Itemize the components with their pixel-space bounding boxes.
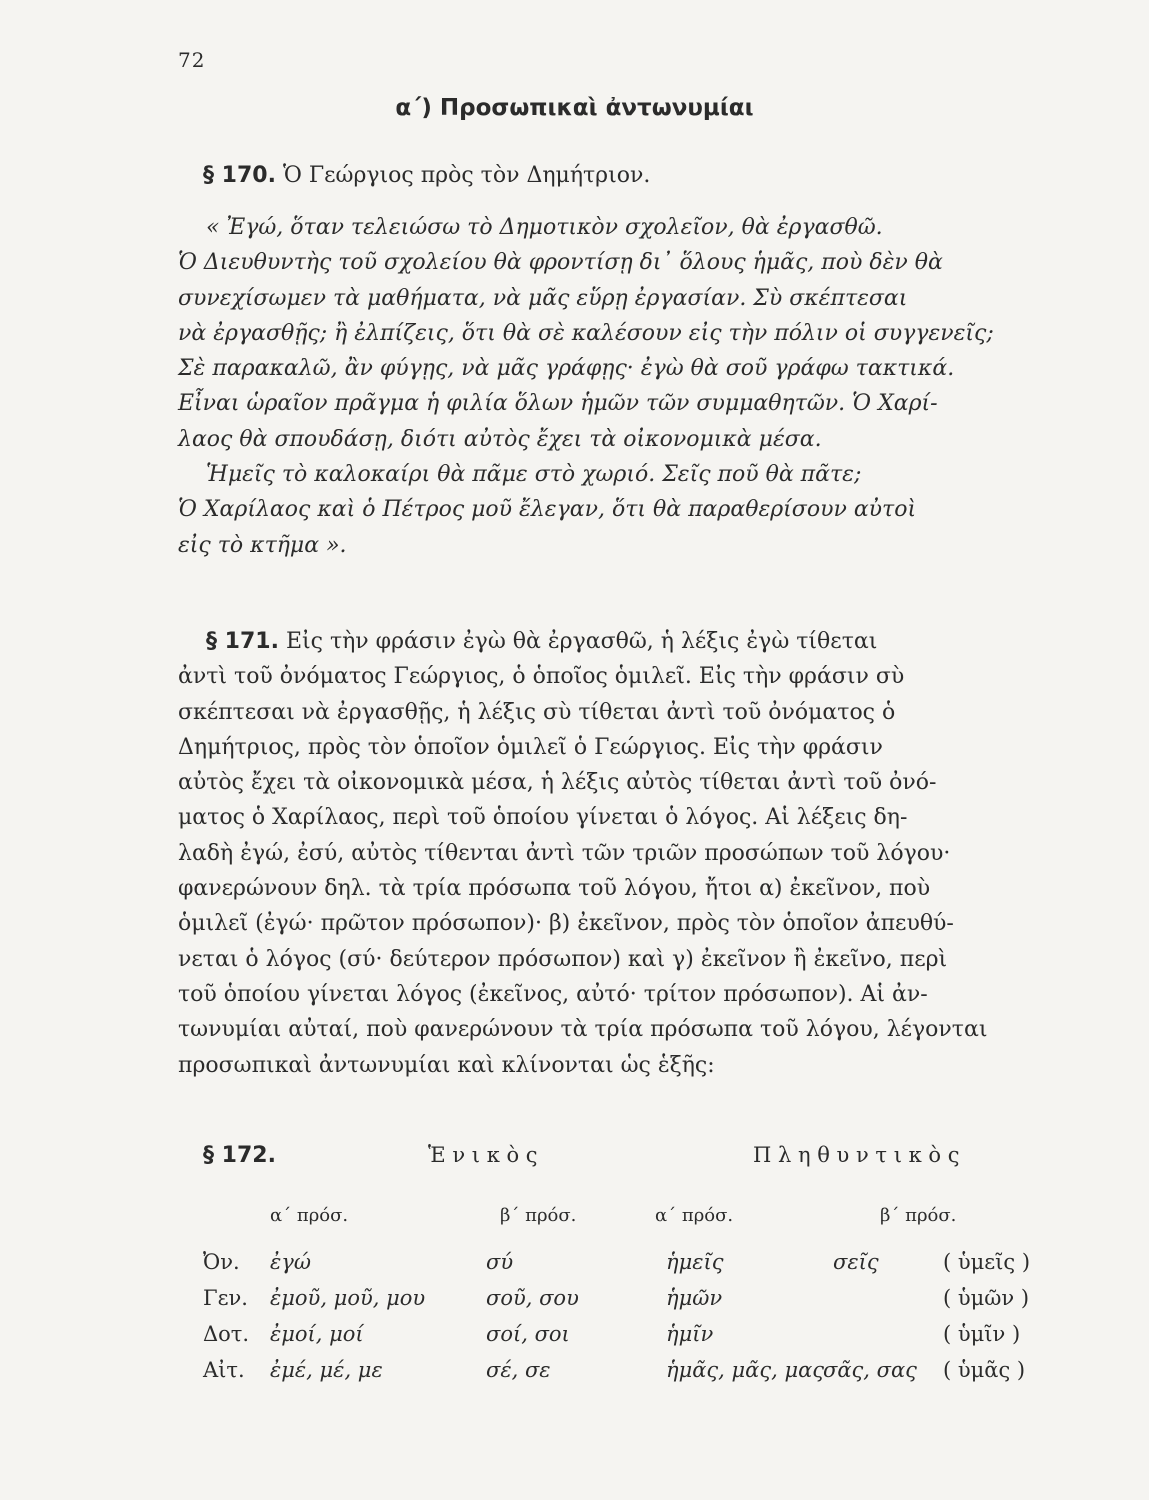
person-header: β΄ πρόσ. (500, 1205, 577, 1226)
plural-first: ἡμῖν (666, 1322, 714, 1346)
sec170-title-line (203, 163, 650, 188)
sec171-line (178, 624, 1046, 659)
sec171-line: ματος ὁ Χαρίλαος, περὶ τοῦ ὁποίου γίνεται ὁ λόγος. Αἱ λέξεις δη- (178, 805, 908, 831)
singular-first: ἐμοί, μοί (270, 1322, 364, 1346)
sec170-line: Ἡμεῖς τὸ καλοκαίρι θὰ πᾶμε στὸ χωριό. Σεῖς ποῦ θὰ πᾶτε; (206, 462, 862, 488)
section-heading: α΄) Προσωπικαὶ ἀντωνυμίαι (395, 95, 754, 121)
singular-second: σοῦ, σου (486, 1286, 579, 1310)
sec170-text (178, 210, 1046, 563)
sec170-title: Ὁ Γεώργιος πρὸς τὸν Δημήτριον. (282, 163, 651, 188)
singular-first: ἐγώ (270, 1250, 311, 1274)
sec171-line: σκέπτεσαι νὰ ἐργασθῇς, ἡ λέξις σὺ τίθεται ἀντὶ τοῦ ὀνόματος ὁ (178, 699, 896, 725)
case-label: Γεν. (203, 1286, 248, 1310)
sec170-line: εἰς τὸ κτῆμα ». (178, 532, 347, 558)
sec171-line: ὁμιλεῖ (ἐγώ· πρῶτον πρόσωπον)· β) ἐκεῖνον, πρὸς τὸν ὁποῖον ἀπευθύ- (178, 911, 954, 937)
case-label: Ὀν. (203, 1250, 240, 1274)
singular-second: σοί, σοι (486, 1322, 570, 1346)
sec170-line: Ὁ Διευθυντὴς τοῦ σχολείου θὰ φροντίσῃ δι᾽ ὅλους ἡμᾶς, ποὺ δὲν θὰ (178, 250, 943, 276)
sec170-line: Ὁ Χαρίλαος καὶ ὁ Πέτρος μοῦ ἔλεγαν, ὅτι θὰ παραθερίσουν αὐτοὶ (178, 497, 917, 523)
sec170-line: Εἶναι ὡραῖον πρᾶγμα ἡ φιλία ὅλων ἡμῶν τῶν συμμαθητῶν. Ὁ Χαρί- (178, 391, 938, 417)
sec170-line: Σὲ παρακαλῶ, ἂν φύγῃς, νὰ μᾶς γράφῃς· ἐγὼ θὰ σοῦ γράφω τακτικά. (178, 356, 955, 382)
plural-label: Π λ η θ υ ν τ ι κ ὸ ς (753, 1143, 960, 1167)
sec170-line: νὰ ἐργασθῇς; ἢ ἐλπίζεις, ὅτι θὰ σὲ καλέσουν εἰς τὴν πόλιν οἱ συγγενεῖς; (178, 320, 994, 346)
sec171-line: τοῦ ὁποίου γίνεται λόγος (ἐκεῖνος, αὐτό· τρίτον πρόσωπον). Αἱ ἀν- (178, 981, 928, 1007)
sec171-line: ἀντὶ τοῦ ὀνόματος Γεώργιος, ὁ ὁποῖος ὁμιλεῖ. Εἰς τὴν φράσιν σὺ (178, 664, 905, 690)
sec171-line-text: Εἰς τὴν φράσιν ἐγὼ θὰ ἐργασθῶ, ἡ λέξις ἐγὼ τίθεται (285, 629, 878, 654)
page-number: 72 (178, 48, 206, 72)
plural-first: ἡμᾶς, μᾶς, μας (666, 1358, 825, 1382)
sec171-line: αὐτὸς ἔχει τὰ οἰκονομικὰ μέσα, ἡ λέξις αὐτὸς τίθεται ἀντὶ τοῦ ὀνό- (178, 770, 937, 796)
person-header: α΄ πρόσ. (655, 1205, 734, 1226)
sec170-number: § 170. (203, 163, 276, 188)
sec171-line: προσωπικαὶ ἀντωνυμίαι καὶ κλίνονται ὡς ἑξῆς: (178, 1052, 715, 1078)
declension-row (203, 1322, 1053, 1356)
sec171-line: φανερώνουν δηλ. τὰ τρία πρόσωπα τοῦ λόγου, ἤτοι α) ἐκεῖνον, ποὺ (178, 876, 931, 902)
singular-second: σέ, σε (486, 1358, 551, 1382)
sec171-line: Δημήτριος, πρὸς τὸν ὁποῖον ὁμιλεῖ ὁ Γεώργιος. Εἰς τὴν φράσιν (178, 734, 883, 760)
sec171-number: § 171. (206, 629, 279, 654)
plural-second-alt: ( ὑμᾶς ) (943, 1358, 1026, 1382)
declension-row (203, 1286, 1053, 1320)
plural-first: ἡμῶν (666, 1286, 723, 1310)
singular-first: ἐμοῦ, μοῦ, μου (270, 1286, 426, 1310)
sec170-line: συνεχίσωμεν τὰ μαθήματα, νὰ μᾶς εὕρῃ ἐργασίαν. Σὺ σκέπτεσαι (178, 285, 908, 311)
singular-second: σύ (486, 1250, 514, 1274)
sec171-line: τωνυμίαι αὐταί, ποὺ φανερώνουν τὰ τρία πρόσωπα τοῦ λόγου, λέγονται (178, 1017, 988, 1043)
plural-second: σᾶς, σας (823, 1358, 917, 1382)
singular-label: Ἑ ν ι κ ὸ ς (428, 1143, 538, 1167)
plural-second-alt: ( ὑμῖν ) (943, 1322, 1021, 1346)
declension-row (203, 1250, 1053, 1284)
declension-row (203, 1358, 1053, 1392)
plural-second: σεῖς (833, 1250, 879, 1274)
plural-second-alt: ( ὑμῶν ) (943, 1286, 1030, 1310)
sec170-line: « Ἐγώ, ὅταν τελειώσω τὸ Δημοτικὸν σχολεῖον, θὰ ἐργασθῶ. (206, 215, 883, 240)
person-header: β΄ πρόσ. (880, 1205, 957, 1226)
person-header: α΄ πρόσ. (270, 1205, 349, 1226)
case-label: Αἰτ. (203, 1358, 245, 1382)
plural-first: ἡμεῖς (666, 1250, 724, 1274)
singular-first: ἐμέ, μέ, με (270, 1358, 383, 1382)
plural-second-alt: ( ὑμεῖς ) (943, 1250, 1031, 1274)
sec171-text (178, 624, 1046, 1083)
sec171-line: νεται ὁ λόγος (σύ· δεύτερον πρόσωπον) καὶ γ) ἐκεῖνον ἢ ἐκεῖνο, περὶ (178, 946, 948, 972)
case-label: Δοτ. (203, 1322, 250, 1346)
sec170-line: λαος θὰ σπουδάσῃ, διότι αὐτὸς ἔχει τὰ οἰκονομικὰ μέσα. (178, 426, 822, 452)
sec171-line: λαδὴ ἐγώ, ἐσύ, αὐτὸς τίθενται ἀντὶ τῶν τριῶν προσώπων τοῦ λόγου· (178, 840, 951, 866)
sec172-number: § 172. (203, 1143, 276, 1168)
